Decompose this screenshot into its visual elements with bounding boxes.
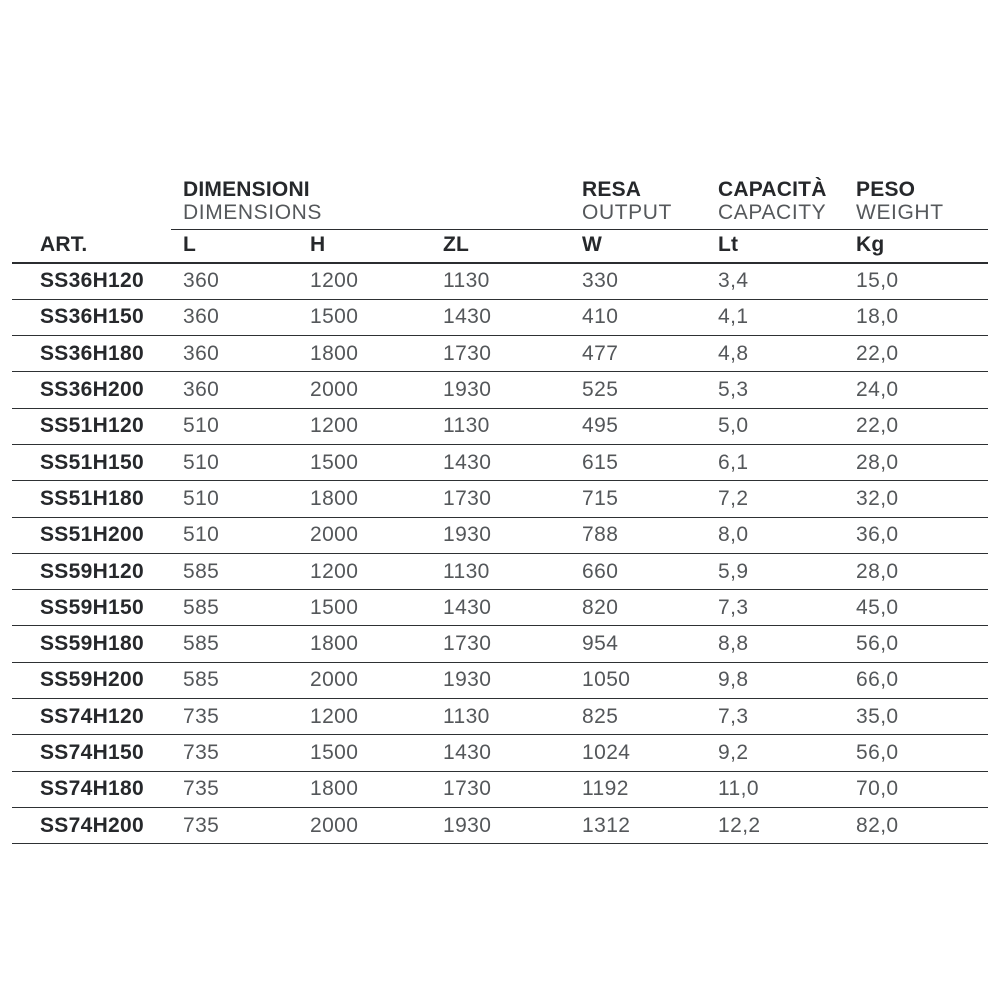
value-cell-zl: 1430	[431, 299, 570, 335]
value-cell-w: 1050	[570, 662, 706, 698]
art-cell: SS74H120	[12, 699, 171, 735]
value-cell-lt: 5,9	[706, 553, 844, 589]
table-row	[12, 807, 988, 843]
group-header-row	[12, 178, 988, 230]
art-cell: SS36H200	[12, 372, 171, 408]
value-cell-w: 954	[570, 626, 706, 662]
value-cell-h: 1800	[298, 481, 431, 517]
value-cell-kg: 35,0	[844, 699, 988, 735]
value-cell-h: 1500	[298, 735, 431, 771]
table-row	[12, 662, 988, 698]
value-cell-h: 2000	[298, 662, 431, 698]
group-header-spacer	[12, 178, 171, 230]
value-cell-w: 715	[570, 481, 706, 517]
value-cell-l: 360	[171, 372, 298, 408]
value-cell-l: 510	[171, 444, 298, 480]
art-cell: SS51H180	[12, 481, 171, 517]
spec-table	[12, 178, 988, 844]
art-cell: SS74H150	[12, 735, 171, 771]
value-cell-w: 1024	[570, 735, 706, 771]
column-header-row	[12, 230, 988, 263]
art-cell: SS36H180	[12, 336, 171, 372]
value-cell-zl: 1430	[431, 590, 570, 626]
value-cell-w: 495	[570, 408, 706, 444]
value-cell-zl: 1130	[431, 408, 570, 444]
value-cell-kg: 82,0	[844, 807, 988, 843]
column-header-zl: ZL	[431, 230, 570, 263]
value-cell-zl: 1930	[431, 662, 570, 698]
value-cell-lt: 9,2	[706, 735, 844, 771]
group-subtitle-capacity: CAPACITY	[718, 201, 827, 224]
value-cell-kg: 45,0	[844, 590, 988, 626]
value-cell-kg: 18,0	[844, 299, 988, 335]
value-cell-zl: 1730	[431, 626, 570, 662]
table-row	[12, 517, 988, 553]
art-cell: SS59H150	[12, 590, 171, 626]
value-cell-l: 735	[171, 699, 298, 735]
value-cell-zl: 1730	[431, 771, 570, 807]
value-cell-kg: 24,0	[844, 372, 988, 408]
art-cell: SS51H120	[12, 408, 171, 444]
value-cell-kg: 36,0	[844, 517, 988, 553]
art-cell: SS74H200	[12, 807, 171, 843]
value-cell-l: 585	[171, 590, 298, 626]
value-cell-l: 735	[171, 735, 298, 771]
value-cell-lt: 7,2	[706, 481, 844, 517]
art-cell: SS59H200	[12, 662, 171, 698]
value-cell-lt: 5,3	[706, 372, 844, 408]
value-cell-h: 1800	[298, 336, 431, 372]
column-header-l: L	[171, 230, 298, 263]
group-header-capacity	[706, 178, 844, 230]
value-cell-l: 585	[171, 626, 298, 662]
value-cell-w: 477	[570, 336, 706, 372]
group-subtitle-output: OUTPUT	[582, 201, 672, 224]
value-cell-kg: 28,0	[844, 553, 988, 589]
value-cell-lt: 4,1	[706, 299, 844, 335]
art-cell: SS59H180	[12, 626, 171, 662]
value-cell-w: 615	[570, 444, 706, 480]
value-cell-kg: 70,0	[844, 771, 988, 807]
table-row	[12, 735, 988, 771]
value-cell-w: 1312	[570, 807, 706, 843]
value-cell-zl: 1430	[431, 444, 570, 480]
value-cell-zl: 1730	[431, 336, 570, 372]
value-cell-lt: 7,3	[706, 590, 844, 626]
value-cell-kg: 22,0	[844, 336, 988, 372]
art-cell: SS36H150	[12, 299, 171, 335]
value-cell-kg: 56,0	[844, 735, 988, 771]
value-cell-zl: 1130	[431, 553, 570, 589]
value-cell-w: 410	[570, 299, 706, 335]
table-row	[12, 299, 988, 335]
table-row	[12, 626, 988, 662]
value-cell-lt: 5,0	[706, 408, 844, 444]
value-cell-l: 585	[171, 662, 298, 698]
value-cell-zl: 1930	[431, 372, 570, 408]
group-header-dimensions	[171, 178, 570, 230]
value-cell-zl: 1130	[431, 699, 570, 735]
value-cell-kg: 32,0	[844, 481, 988, 517]
value-cell-lt: 6,1	[706, 444, 844, 480]
value-cell-w: 660	[570, 553, 706, 589]
art-cell: SS51H150	[12, 444, 171, 480]
value-cell-h: 2000	[298, 517, 431, 553]
table-row	[12, 699, 988, 735]
value-cell-lt: 3,4	[706, 263, 844, 300]
group-subtitle-dimensions: DIMENSIONS	[183, 201, 323, 224]
value-cell-l: 360	[171, 263, 298, 300]
group-header-weight	[844, 178, 988, 230]
value-cell-kg: 22,0	[844, 408, 988, 444]
table-row	[12, 372, 988, 408]
value-cell-zl: 1930	[431, 807, 570, 843]
value-cell-l: 510	[171, 481, 298, 517]
art-cell: SS51H200	[12, 517, 171, 553]
art-cell: SS74H180	[12, 771, 171, 807]
value-cell-zl: 1930	[431, 517, 570, 553]
value-cell-lt: 9,8	[706, 662, 844, 698]
value-cell-l: 360	[171, 299, 298, 335]
column-header-w: W	[570, 230, 706, 263]
value-cell-w: 788	[570, 517, 706, 553]
value-cell-zl: 1130	[431, 263, 570, 300]
value-cell-h: 1500	[298, 299, 431, 335]
value-cell-h: 1200	[298, 408, 431, 444]
value-cell-zl: 1430	[431, 735, 570, 771]
value-cell-w: 525	[570, 372, 706, 408]
table-row	[12, 263, 988, 300]
value-cell-w: 820	[570, 590, 706, 626]
column-header-kg: Kg	[844, 230, 988, 263]
column-header-art: ART.	[12, 230, 171, 263]
value-cell-lt: 7,3	[706, 699, 844, 735]
value-cell-lt: 8,0	[706, 517, 844, 553]
table-row	[12, 336, 988, 372]
group-title-dimensions: DIMENSIONI	[183, 178, 310, 201]
value-cell-l: 510	[171, 408, 298, 444]
value-cell-zl: 1730	[431, 481, 570, 517]
column-header-h: H	[298, 230, 431, 263]
art-cell: SS59H120	[12, 553, 171, 589]
art-cell: SS36H120	[12, 263, 171, 300]
table-row	[12, 590, 988, 626]
value-cell-l: 735	[171, 771, 298, 807]
group-header-output	[570, 178, 706, 230]
table-row	[12, 408, 988, 444]
value-cell-h: 1500	[298, 444, 431, 480]
table-row	[12, 553, 988, 589]
value-cell-w: 1192	[570, 771, 706, 807]
column-header-lt: Lt	[706, 230, 844, 263]
group-title-capacity: CAPACITÀ	[718, 178, 827, 201]
group-title-output: RESA	[582, 178, 642, 201]
value-cell-h: 1200	[298, 263, 431, 300]
value-cell-lt: 8,8	[706, 626, 844, 662]
value-cell-w: 825	[570, 699, 706, 735]
value-cell-lt: 11,0	[706, 771, 844, 807]
value-cell-l: 360	[171, 336, 298, 372]
group-title-weight: PESO	[856, 178, 916, 201]
value-cell-kg: 66,0	[844, 662, 988, 698]
value-cell-h: 2000	[298, 372, 431, 408]
value-cell-h: 2000	[298, 807, 431, 843]
value-cell-l: 585	[171, 553, 298, 589]
value-cell-h: 1200	[298, 699, 431, 735]
value-cell-w: 330	[570, 263, 706, 300]
value-cell-kg: 28,0	[844, 444, 988, 480]
value-cell-h: 1800	[298, 771, 431, 807]
value-cell-l: 735	[171, 807, 298, 843]
group-subtitle-weight: WEIGHT	[856, 201, 944, 224]
table-row	[12, 444, 988, 480]
value-cell-kg: 56,0	[844, 626, 988, 662]
value-cell-h: 1800	[298, 626, 431, 662]
value-cell-lt: 4,8	[706, 336, 844, 372]
value-cell-h: 1500	[298, 590, 431, 626]
value-cell-lt: 12,2	[706, 807, 844, 843]
table-row	[12, 481, 988, 517]
table-row	[12, 771, 988, 807]
value-cell-kg: 15,0	[844, 263, 988, 300]
value-cell-h: 1200	[298, 553, 431, 589]
value-cell-l: 510	[171, 517, 298, 553]
